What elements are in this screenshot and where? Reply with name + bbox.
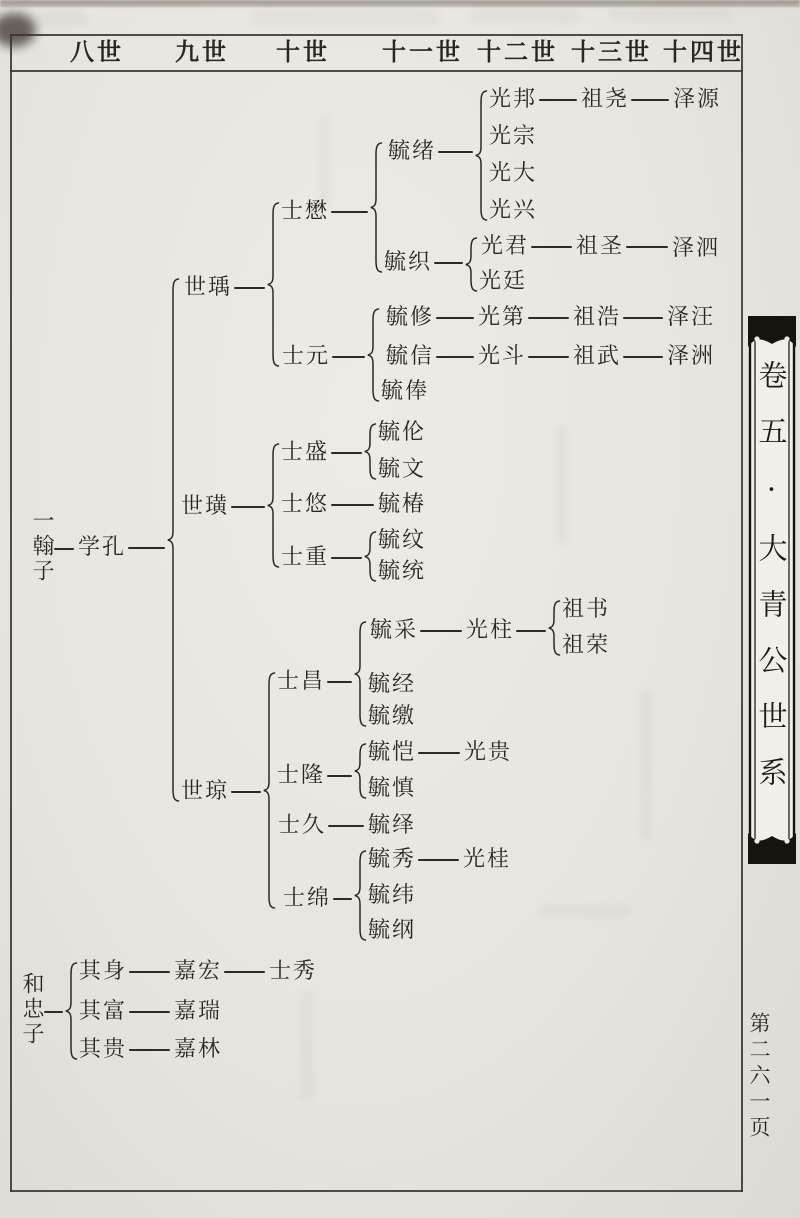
generation-header-label: 十三世 [571,37,652,66]
bleedthrough-smudge [556,425,568,545]
person-node: 士秀 [269,959,318,984]
lineage-connector-line [332,356,365,358]
descendants-brace [364,423,378,480]
person-node: 士盛 [281,440,330,465]
person-node: 光柱 [466,618,515,643]
person-node: 嘉宏 [174,959,223,984]
person-node: 光第 [478,305,527,330]
lineage-connector-line [531,246,572,248]
person-node: 其富 [79,999,128,1024]
lineage-connector-line [331,504,374,506]
lineage-connector-line [333,898,352,900]
bleedthrough-smudge [470,8,580,23]
person-node: 嘉林 [174,1037,223,1062]
person-node: 光兴 [489,198,538,223]
person-node: 毓文 [378,457,427,482]
person-node: 士昌 [277,669,326,694]
frame-line-right [741,34,743,1192]
frame-line-top [10,34,743,36]
lineage-connector-line [331,211,368,213]
lineage-connector-line [418,859,459,861]
lineage-connector-line [626,246,668,248]
person-node: 世璜 [181,494,230,519]
person-node: 光廷 [479,269,528,294]
lineage-connector-line [420,630,462,632]
bleedthrough-smudge [250,10,440,26]
person-node: 毓纬 [368,883,417,908]
volume-title-cartouche [746,312,798,868]
person-node: 其贵 [79,1037,128,1062]
lineage-connector-line [328,825,364,827]
lineage-connector-line [327,775,352,777]
lineage-connector-line [129,1011,170,1013]
lineage-connector-line [128,547,165,549]
person-node: 一翰子 [29,509,54,584]
person-node: 毓修 [386,305,435,330]
lineage-connector-line [436,356,474,358]
person-node: 祖武 [573,344,622,369]
person-node: 士绵 [283,886,332,911]
person-node: 祖尧 [581,87,630,112]
lineage-connector-line [528,356,569,358]
person-node: 泽洲 [667,344,716,369]
lineage-connector-line [331,557,362,559]
lineage-connector-line [516,630,546,632]
lineage-connector-line [623,317,663,319]
person-node: 士隆 [277,763,326,788]
frame-line-left [10,34,12,1192]
page-number: 第二六一页 [747,1012,771,1142]
person-node: 祖圣 [576,234,625,259]
person-node: 毓缴 [368,704,417,729]
person-node: 光大 [489,161,538,186]
descendants-brace [370,142,384,273]
descendants-brace [65,962,79,1060]
frame-line-bottom [10,1190,743,1192]
descendants-brace [167,278,181,802]
lineage-connector-line [528,317,569,319]
lineage-connector-line [54,548,74,550]
descendants-brace [475,90,489,221]
person-node: 世瑀 [184,275,233,300]
lineage-connector-line [129,971,170,973]
person-node: 士元 [282,344,331,369]
bleedthrough-smudge [610,5,730,21]
generation-header-label: 九世 [175,37,229,66]
person-node: 光贵 [464,740,513,765]
lineage-connector-line [436,317,474,319]
bleedthrough-smudge [300,990,314,1100]
person-node: 其身 [79,959,128,984]
person-node: 士懋 [281,199,330,224]
bleedthrough-smudge [540,905,630,917]
person-node: 毓俸 [381,379,430,404]
person-node: 嘉瑞 [174,999,223,1024]
person-node: 毓经 [368,672,417,697]
descendants-brace [263,672,277,909]
person-node: 光斗 [478,344,527,369]
person-node: 毓椿 [378,492,427,517]
lineage-connector-line [623,356,663,358]
descendants-brace [354,743,368,799]
person-node: 毓统 [378,559,427,584]
descendants-brace [267,202,281,367]
person-node: 祖荣 [562,633,611,658]
lineage-connector-line [231,791,261,793]
lineage-connector-line [327,681,352,683]
person-node: 士久 [278,813,327,838]
person-node: 泽源 [673,87,722,112]
person-node: 祖书 [562,597,611,622]
person-node: 士重 [281,545,330,570]
descendants-brace [364,531,378,582]
lineage-connector-line [331,452,362,454]
lineage-connector-line [234,287,265,289]
person-node: 世琼 [181,779,230,804]
volume-title: 卷五·大青公世系 [754,360,789,813]
lineage-connector-line [44,1011,63,1013]
generation-header-label: 十一世 [382,37,463,66]
bleedthrough-smudge [18,12,88,26]
generation-header-label: 十世 [276,37,330,66]
generation-header-label: 十二世 [477,37,558,66]
lineage-connector-line [434,262,463,264]
bleedthrough-smudge [640,690,652,840]
descendants-brace [548,600,562,656]
person-node: 光邦 [489,87,538,112]
lineage-connector-line [438,151,473,153]
descendants-brace [465,237,479,292]
lineage-connector-line [224,971,265,973]
person-node: 泽汪 [667,305,716,330]
person-node: 毓织 [384,250,433,275]
descendants-brace [367,308,381,402]
person-node: 毓纹 [378,528,427,553]
person-node: 学孔 [78,535,127,560]
person-node: 毓信 [386,344,435,369]
person-node: 毓绎 [368,813,417,838]
lineage-connector-line [129,1049,170,1051]
person-node: 士悠 [281,492,330,517]
person-node: 毓慎 [368,776,417,801]
person-node: 光宗 [489,124,538,149]
person-node: 毓采 [370,618,419,643]
person-node: 光桂 [463,847,512,872]
descendants-brace [267,443,281,568]
lineage-connector-line [418,752,460,754]
person-node: 祖浩 [573,305,622,330]
frame-line-header-bottom [10,70,743,72]
person-node: 和忠子 [19,972,44,1047]
person-node: 毓秀 [368,847,417,872]
bleedthrough-smudge [320,115,330,205]
lineage-connector-line [631,99,669,101]
person-node: 泽泗 [672,236,721,261]
descendants-brace [354,621,368,727]
person-node: 光君 [481,234,530,259]
lineage-connector-line [539,99,577,101]
person-node: 毓纲 [368,918,417,943]
person-node: 毓绪 [388,139,437,164]
person-node: 毓恺 [368,740,417,765]
generation-header-label: 八世 [70,37,124,66]
lineage-connector-line [231,506,265,508]
generation-header-label: 十四世 [663,37,744,66]
descendants-brace [354,850,368,941]
person-node: 毓伦 [378,420,427,445]
